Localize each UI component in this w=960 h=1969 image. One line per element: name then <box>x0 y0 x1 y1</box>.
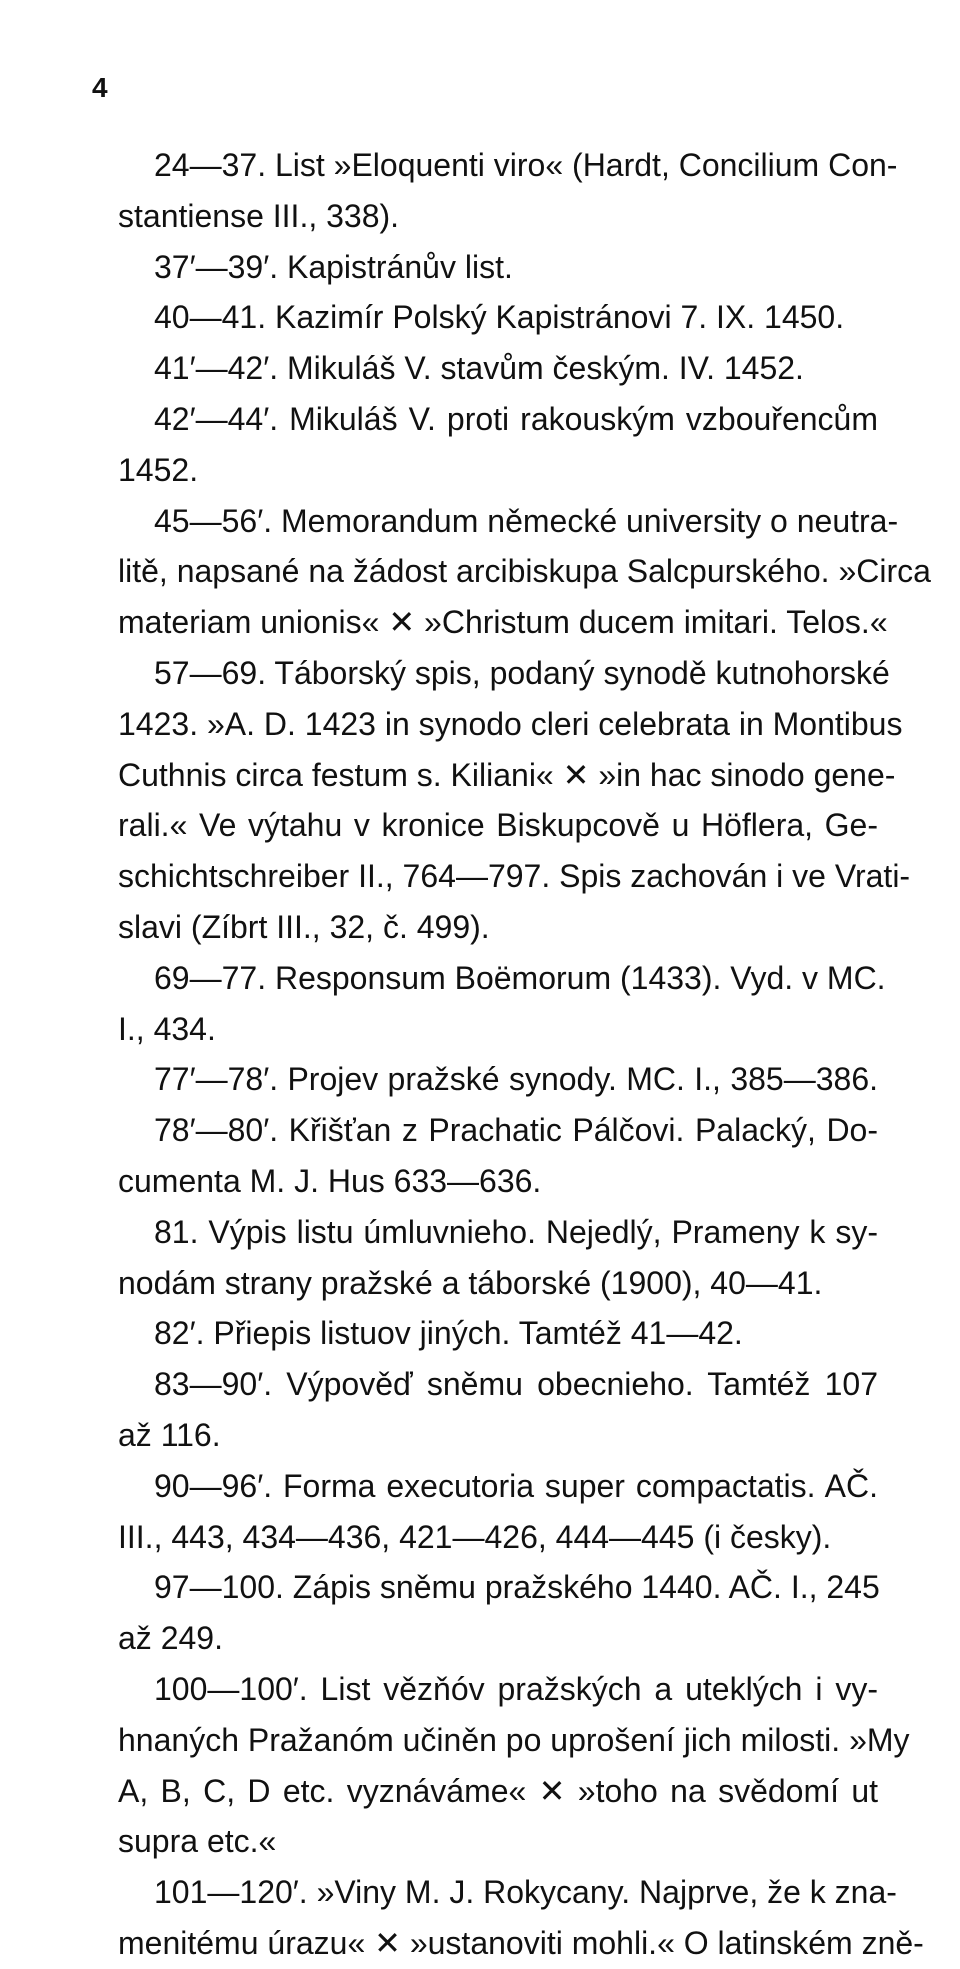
text-line: supra etc.« <box>118 1823 277 1860</box>
text-line: až 116. <box>118 1416 221 1453</box>
text-body <box>118 140 931 1969</box>
text-line: 1423. »A. D. 1423 in synodo cleri celebrata in Montibus <box>118 705 903 742</box>
text-line: 57—69. Táborský spis, podaný synodě kutnohorské <box>154 654 890 691</box>
text-line: 24—37. List »Eloquenti viro« (Hardt, Concilium Con- <box>154 147 898 183</box>
text-line: 82′. Přiepis listuov jiných. Tamtéž 41—42. <box>154 1315 743 1352</box>
text-line: A, B, C, D etc. vyznáváme« ✕ »toho na svědomí ut <box>118 1772 878 1809</box>
text-line: 45—56′. Memorandum německé university o neutra- <box>154 502 899 539</box>
page-number: 4 <box>92 72 108 103</box>
text-line: 77′—78′. Projev pražské synody. MC. I., 385—386. <box>154 1061 878 1098</box>
text-line: 42′—44′. Mikuláš V. proti rakouským vzbouřencům <box>154 400 878 437</box>
text-line: cumenta M. J. Hus 633—636. <box>118 1162 542 1199</box>
text-line: menitému úrazu« ✕ »ustanoviti mohli.« O latinském zně- <box>118 1924 924 1961</box>
text-line: 83—90′. Výpověď sněmu obecnieho. Tamtéž 107 <box>154 1366 878 1403</box>
text-line: 101—120′. »Viny M. J. Rokycany. Najprve, že k zna- <box>154 1874 897 1911</box>
text-line: až 249. <box>118 1620 223 1657</box>
text-line: 69—77. Responsum Boëmorum (1433). Vyd. v MC. <box>154 959 886 996</box>
text-line: nodám strany pražské a táborské (1900), 40—41. <box>118 1264 823 1301</box>
text-line: 81. Výpis listu úmluvnieho. Nejedlý, Prameny k sy- <box>154 1213 878 1250</box>
text-line: 1452. <box>118 451 199 488</box>
text-line: rali.« Ve výtahu v kronice Biskupcově u Höflera, Ge- <box>118 807 878 844</box>
text-line: 97—100. Zápis sněmu pražského 1440. AČ. I., 245 <box>154 1569 880 1606</box>
text-line: litě, napsané na žádost arcibiskupa Salcpurského. »Circa <box>118 553 931 590</box>
text-line: 37′—39′. Kapistránův list. <box>154 248 513 285</box>
text-line: 78′—80′. Křišťan z Prachatic Pálčovi. Palacký, Do- <box>154 1112 878 1149</box>
text-line: 40—41. Kazimír Polský Kapistránovi 7. IX. 1450. <box>154 299 845 336</box>
text-line: 90—96′. Forma executoria super compactatis. AČ. <box>154 1467 878 1504</box>
text-line: 100—100′. List vězňóv pražských a uteklých i vy- <box>154 1670 878 1707</box>
text-line: materiam unionis« ✕ »Christum ducem imitari. Telos.« <box>118 604 888 641</box>
text-line: III., 443, 434—436, 421—426, 444—445 (i česky). <box>118 1518 832 1555</box>
text-line: slavi (Zíbrt III., 32, č. 499). <box>118 908 490 945</box>
text-line: 41′—42′. Mikuláš V. stavům českým. IV. 1452. <box>154 350 804 387</box>
text-line: stantiense III., 338). <box>118 197 400 234</box>
text-line: Cuthnis circa festum s. Kiliani« ✕ »in hac sinodo gene- <box>118 756 896 793</box>
text-line: hnaných Pražanóm učiněn po uprošení jich milosti. »My <box>118 1721 910 1758</box>
text-line: I., 434. <box>118 1010 216 1047</box>
text-line: schichtschreiber II., 764—797. Spis zachován i ve Vrati- <box>118 858 911 895</box>
